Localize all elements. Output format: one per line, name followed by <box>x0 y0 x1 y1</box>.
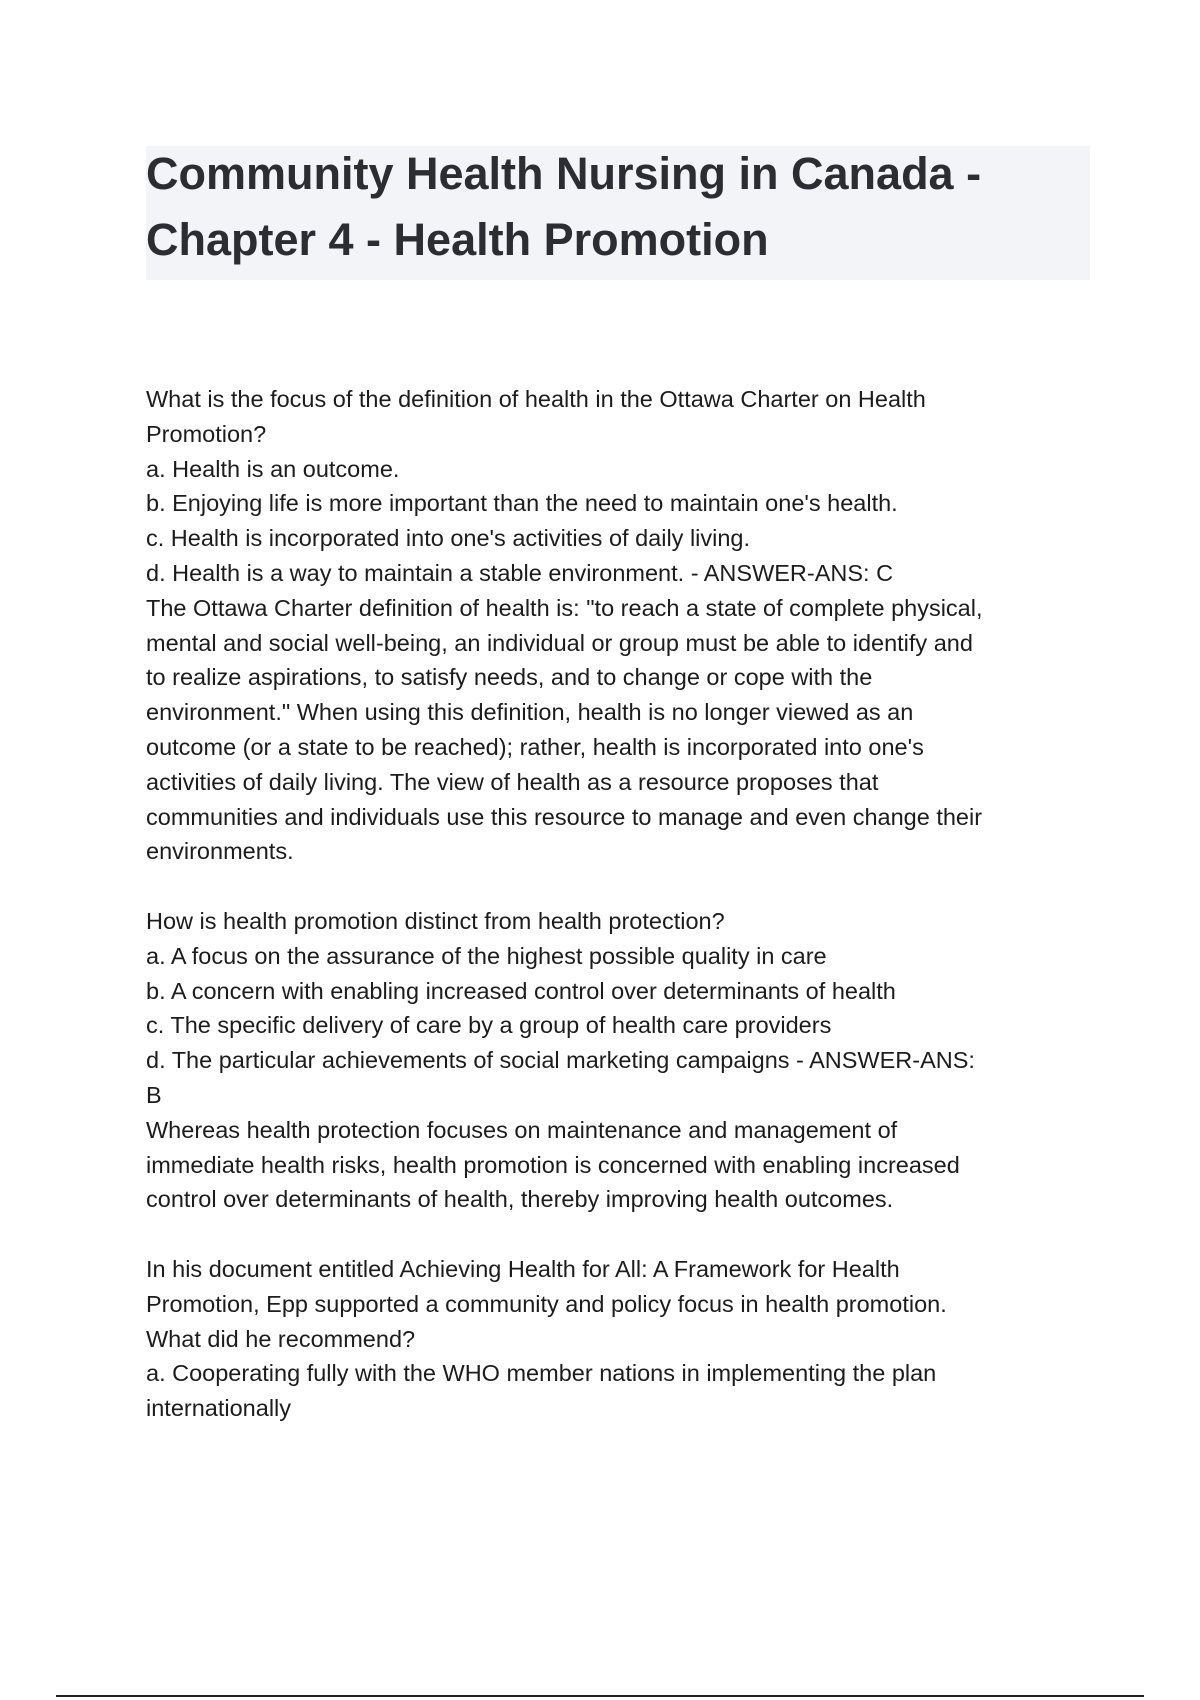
answer-option: internationally <box>146 1395 292 1422</box>
rationale-text: The Ottawa Charter definition of health is: "to reach a state of complete physical, <box>146 594 983 621</box>
document-body <box>146 382 1096 1426</box>
document-title-line-2: Chapter 4 - Health Promotion <box>146 214 769 265</box>
rationale-text: control over determinants of health, thereby improving health outcomes. <box>146 1186 894 1213</box>
question-block-1 <box>146 382 1096 869</box>
answer-option: a. Cooperating fully with the WHO member nations in implementing the plan <box>146 1360 937 1387</box>
rationale-text: to realize aspirations, to satisfy needs, and to change or cope with the <box>146 664 873 691</box>
rationale-text: environments. <box>146 838 294 865</box>
paragraph-gap <box>146 1217 1096 1252</box>
answer-option: b. Enjoying life is more important than the need to maintain one's health. <box>146 490 898 517</box>
answer-option: a. Health is an outcome. <box>146 455 400 482</box>
question-text: Promotion, Epp supported a community and policy focus in health promotion. <box>146 1290 947 1317</box>
question-block-3 <box>146 1252 1096 1426</box>
question-text: In his document entitled Achieving Health for All: A Framework for Health <box>146 1255 900 1282</box>
question-text: Promotion? <box>146 420 267 447</box>
answer-option: b. A concern with enabling increased control over determinants of health <box>146 977 896 1004</box>
answer-option-with-key: d. Health is a way to maintain a stable environment. - ANSWER-ANS: C <box>146 559 894 586</box>
question-block-2 <box>146 904 1096 1217</box>
question-text: How is health promotion distinct from health protection? <box>146 907 725 934</box>
answer-option: c. The specific delivery of care by a group of health care providers <box>146 1012 832 1039</box>
page-bottom-rule <box>56 1695 1144 1697</box>
answer-option: a. A focus on the assurance of the highest possible quality in care <box>146 942 827 969</box>
paragraph-gap <box>146 869 1096 904</box>
answer-option: c. Health is incorporated into one's activities of daily living. <box>146 525 751 552</box>
rationale-text: Whereas health protection focuses on maintenance and management of <box>146 1116 898 1143</box>
rationale-text: outcome (or a state to be reached); rather, health is incorporated into one's <box>146 733 924 760</box>
answer-option-with-key: d. The particular achievements of social marketing campaigns - ANSWER-ANS: <box>146 1047 975 1074</box>
answer-key: B <box>146 1081 162 1108</box>
rationale-text: activities of daily living. The view of health as a resource proposes that <box>146 768 879 795</box>
rationale-text: communities and individuals use this resource to manage and even change their <box>146 803 983 830</box>
question-text: What is the focus of the definition of health in the Ottawa Charter on Health <box>146 386 926 412</box>
question-text: What did he recommend? <box>146 1325 416 1352</box>
document-title-line-1: Community Health Nursing in Canada - <box>146 148 982 199</box>
rationale-text: immediate health risks, health promotion is concerned with enabling increased <box>146 1151 960 1178</box>
rationale-text: mental and social well-being, an individual or group must be able to identify and <box>146 629 973 656</box>
rationale-text: environment." When using this definition, health is no longer viewed as an <box>146 699 914 726</box>
